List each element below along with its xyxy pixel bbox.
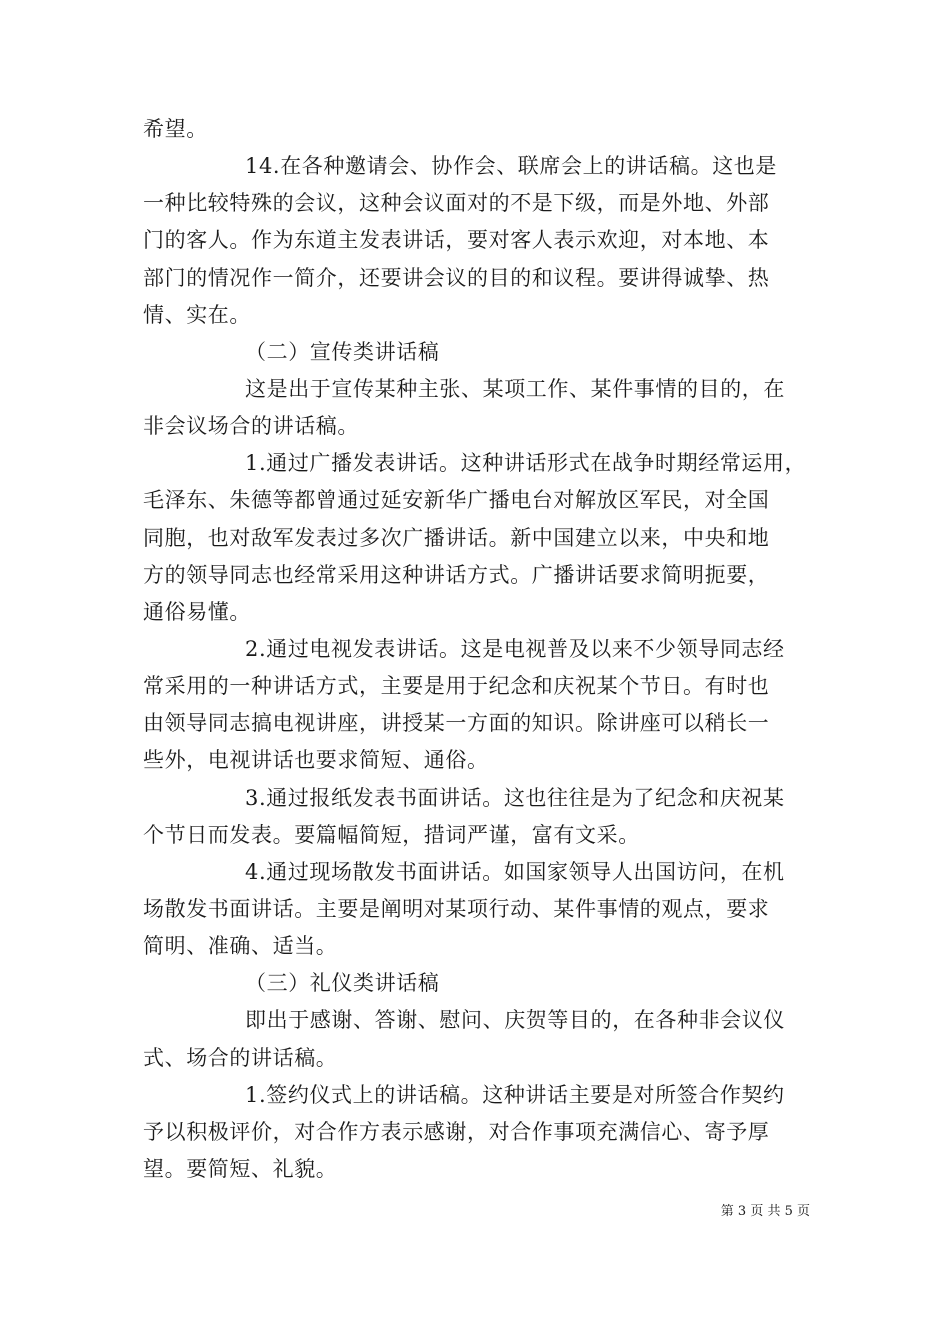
- text-line: 即出于感谢、答谢、慰问、庆贺等目的，在各种非会议仪: [245, 1008, 785, 1032]
- text-line: 方的领导同志也经常采用这种讲话方式。广播讲话要求简明扼要，: [143, 563, 770, 587]
- text-line: 由领导同志搞电视讲座，讲授某一方面的知识。除讲座可以稍长一: [143, 711, 770, 735]
- text-line: 常采用的一种讲话方式，主要是用于纪念和庆祝某个节日。有时也: [143, 674, 770, 698]
- text-line: 场散发书面讲话。主要是阐明对某项行动、某件事情的观点，要求: [143, 897, 770, 921]
- page-number-footer: 第 3 页 共 5 页: [720, 1204, 810, 1219]
- text-line: 部门的情况作一简介，还要讲会议的目的和议程。要讲得诚挚、热: [143, 266, 770, 290]
- text-line: 简明、准确、适当。: [143, 934, 338, 958]
- text-line: 情、实在。: [143, 303, 251, 327]
- text-line: 4.通过现场散发书面讲话。如国家领导人出国访问，在机: [245, 860, 785, 884]
- text-line: 门的客人。作为东道主发表讲话，要对客人表示欢迎，对本地、本: [143, 228, 770, 252]
- text-line: 这是出于宣传某种主张、某项工作、某件事情的目的，在: [245, 377, 785, 401]
- text-line: 非会议场合的讲话稿。: [143, 414, 359, 438]
- text-line: （二）宣传类讲话稿: [245, 340, 440, 364]
- text-line: 14.在各种邀请会、协作会、联席会上的讲话稿。这也是: [245, 154, 777, 178]
- text-line: 1.签约仪式上的讲话稿。这种讲话主要是对所签合作契约: [245, 1083, 785, 1107]
- text-line: 通俗易懂。: [143, 600, 251, 624]
- text-line: 一种比较特殊的会议，这种会议面对的不是下级，而是外地、外部: [143, 191, 770, 215]
- text-line: 些外，电视讲话也要求简短、通俗。: [143, 748, 489, 772]
- text-line: 个节日而发表。要篇幅简短，措词严谨，富有文采。: [143, 823, 640, 847]
- text-line: 予以积极评价，对合作方表示感谢，对合作事项充满信心、寄予厚: [143, 1120, 770, 1144]
- text-line: 望。要简短、礼貌。: [143, 1157, 338, 1181]
- text-line: 毛泽东、朱德等都曾通过延安新华广播电台对解放区军民，对全国: [143, 488, 770, 512]
- text-line: （三）礼仪类讲话稿: [245, 971, 440, 995]
- text-line: 式、场合的讲话稿。: [143, 1046, 338, 1070]
- text-line: 2.通过电视发表讲话。这是电视普及以来不少领导同志经: [245, 637, 785, 661]
- text-line: 希望。: [143, 117, 208, 141]
- text-line: 1.通过广播发表讲话。这种讲话形式在战争时期经常运用，: [245, 451, 807, 475]
- text-line: 同胞，也对敌军发表过多次广播讲话。新中国建立以来，中央和地: [143, 526, 770, 550]
- text-line: 3.通过报纸发表书面讲话。这也往往是为了纪念和庆祝某: [245, 786, 785, 810]
